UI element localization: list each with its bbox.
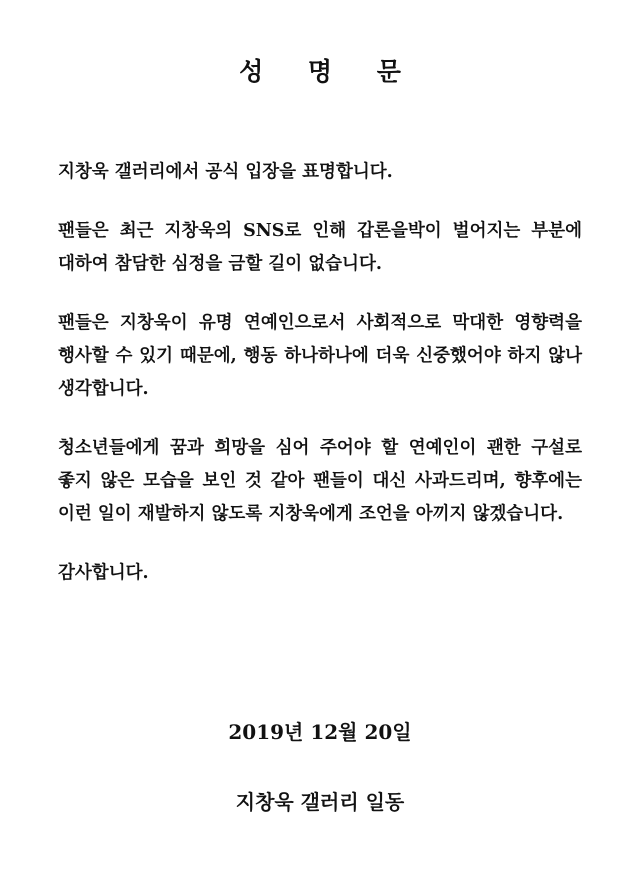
statement-signature: 지창욱 갤러리 일동: [235, 790, 405, 814]
statement-body: [58, 156, 582, 616]
paragraph-apology: 청소년들에게 꿈과 희망을 심어 주어야 할 연예인이 괜한 구설로 좋지 않은 모습을 보인 것 같아 팬들이 대신 사과드리며, 향후에는 이런 일이 재발하지 않도록 지창욱에게 조언을 아끼지 않겠습니다.: [58, 438, 582, 524]
statement-date: 2019년 12월 20일: [228, 720, 412, 744]
document-title: 성 명 문: [239, 57, 419, 86]
paragraph-thanks: 감사합니다.: [58, 563, 149, 583]
paragraph-concern: 팬들은 최근 지창욱의 SNS로 인해 갑론을박이 벌어지는 부분에 대하여 참담한 심정을 금할 길이 없습니다.: [58, 221, 582, 274]
paragraph-responsibility: 팬들은 지창욱이 유명 연예인으로서 사회적으로 막대한 영향력을 행사할 수 있기 때문에, 행동 하나하나에 더욱 신중했어야 하지 않나 생각합니다.: [58, 313, 582, 399]
paragraph-intro: 지창욱 갤러리에서 공식 입장을 표명합니다.: [58, 162, 393, 182]
